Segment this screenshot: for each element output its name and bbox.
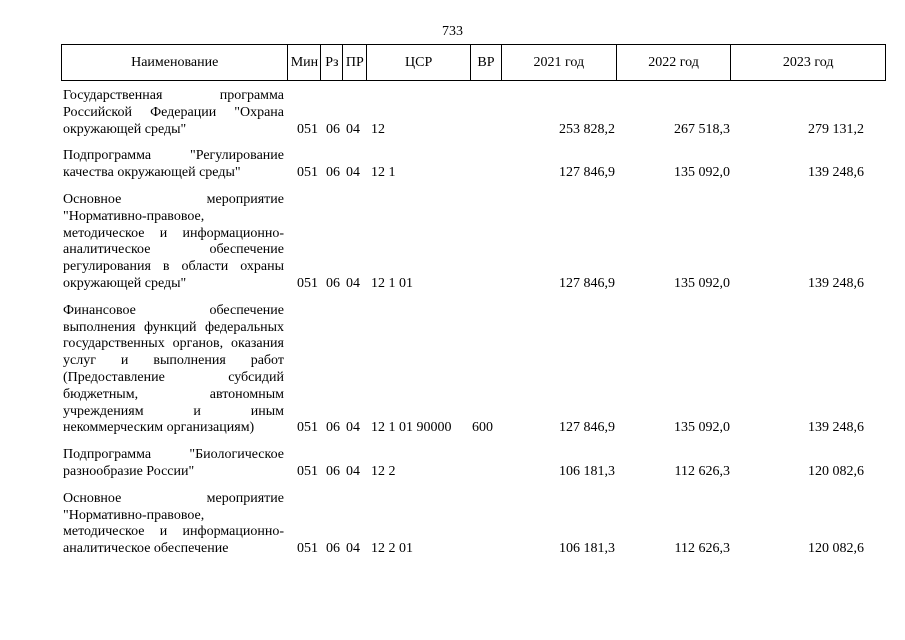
row-pr: 04 (346, 420, 360, 436)
row-csr: 12 1 01 (371, 275, 413, 291)
row-csr: 12 2 (371, 463, 396, 479)
row-pr: 04 (346, 275, 360, 291)
row-name: Государственная программа Российской Федерации "Охрана окружающей среды" (63, 88, 284, 137)
row-2023: 139 248,6 (808, 165, 864, 181)
table-row (61, 303, 886, 437)
header-csr: ЦСР (367, 45, 471, 80)
row-pr: 04 (346, 165, 360, 181)
row-2022: 135 092,0 (674, 275, 730, 291)
row-2022: 112 626,3 (674, 463, 730, 479)
table-row (61, 148, 886, 182)
page-number: 733 (442, 24, 463, 39)
row-2022: 267 518,3 (674, 121, 730, 137)
header-vr: ВР (471, 45, 502, 80)
row-pr: 04 (346, 541, 360, 557)
row-rz: 06 (326, 463, 340, 479)
header-rz: Рз (321, 45, 343, 80)
header-2023: 2023 год (782, 54, 834, 70)
row-pr: 04 (346, 121, 360, 137)
row-rz: 06 (326, 121, 340, 137)
row-rz: 06 (326, 165, 340, 181)
row-2021: 127 846,9 (559, 165, 615, 181)
table-row (61, 88, 886, 138)
row-2023: 139 248,6 (808, 275, 864, 291)
row-rz: 06 (326, 541, 340, 557)
row-2023: 120 082,6 (808, 463, 864, 479)
row-name: Финансовое обеспечение выполнения функций федеральных государственных органов, оказания услуг и выполнения работ (Предоставление субсидий бюджетным, автономным учреждениям и иным некоммерческим организациям) (63, 302, 284, 436)
row-csr: 12 1 01 90000 (371, 420, 452, 436)
row-rz: 06 (326, 275, 340, 291)
header-min: Мин (288, 45, 321, 80)
row-name: Подпрограмма "Биологическое разнообразие России" (63, 447, 284, 479)
table-header (61, 44, 886, 81)
row-2023: 139 248,6 (808, 420, 864, 436)
row-name: Основное мероприятие "Нормативно-правовое, методическое и информационно-аналитическое обеспечение регулирования в области охраны окружающей среды" (63, 191, 284, 291)
table-row (61, 192, 886, 293)
row-min: 051 (297, 165, 318, 181)
row-min: 051 (297, 121, 318, 137)
row-min: 051 (297, 275, 318, 291)
row-2021: 253 828,2 (559, 121, 615, 137)
row-2022: 135 092,0 (674, 165, 730, 181)
header-name: Наименование (62, 45, 288, 80)
table-row (61, 491, 886, 558)
row-rz: 06 (326, 420, 340, 436)
row-name: Подпрограмма "Регулирование качества окружающей среды" (63, 148, 284, 181)
table-row (61, 447, 886, 481)
row-min: 051 (297, 541, 318, 557)
row-2021: 106 181,3 (559, 541, 615, 557)
row-min: 051 (297, 420, 318, 436)
row-2021: 127 846,9 (559, 275, 615, 291)
row-2022: 112 626,3 (674, 541, 730, 557)
row-csr: 12 (371, 121, 385, 137)
row-name: Основное мероприятие "Нормативно-правовое, методическое и информационно-аналитическое обеспечение (63, 490, 284, 557)
row-2021: 106 181,3 (559, 463, 615, 479)
header-2022: 2022 год (617, 45, 732, 80)
row-csr: 12 1 (371, 165, 396, 181)
row-pr: 04 (346, 463, 360, 479)
row-min: 051 (297, 463, 318, 479)
header-pr: ПР (343, 45, 367, 80)
row-2021: 127 846,9 (559, 420, 615, 436)
row-csr: 12 2 01 (371, 541, 413, 557)
row-2022: 135 092,0 (674, 420, 730, 436)
table-body (61, 88, 886, 568)
row-vr: 600 (472, 420, 493, 436)
row-2023: 279 131,2 (808, 121, 864, 137)
row-2023: 120 082,6 (808, 541, 864, 557)
header-2021: 2021 год (502, 45, 617, 80)
